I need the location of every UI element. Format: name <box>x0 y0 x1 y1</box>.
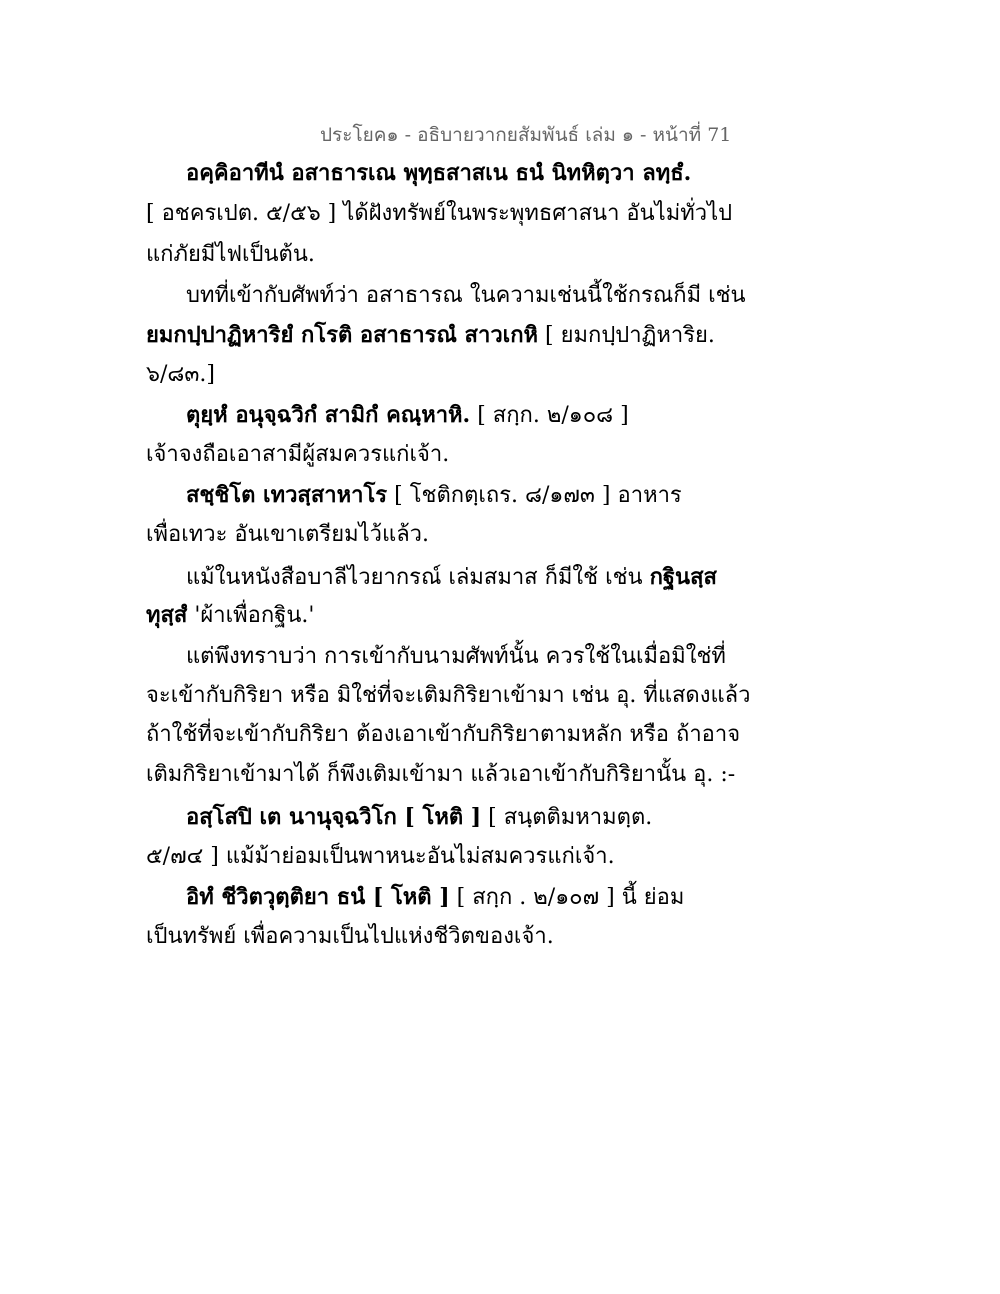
pali-example-line <box>186 882 684 913</box>
text-line: ๕/๗๔ ] แม้ม้าย่อมเป็นพาหนะอันไม่สมควรแก่เจ้า. <box>146 844 615 869</box>
pali-text: ทุสฺสํ <box>146 602 188 628</box>
pali-text: ตุยฺหํ อนุจฺฉวิกํ สามิกํ คณฺหาหิ. <box>186 402 471 428</box>
pali-text: อคฺคิอาทีนํ อสาธารเณ พุทฺธสาสเน ธนํ นิทหิตฺวา ลทฺธํ. <box>186 160 692 186</box>
reference-text: [ สกฺก . ๒/๑๐๗ ] นี้ ย่อม <box>449 885 685 910</box>
pali-example-line <box>186 480 682 511</box>
pali-example-line <box>186 158 691 189</box>
text-line: จะเข้ากับกิริยา หรือ มิใช่ที่จะเติมกิริยาเข้ามา เช่น อุ. ที่แสดงแล้ว <box>146 683 751 708</box>
text-line: เติมกิริยาเข้ามาได้ ก็พึงเติมเข้ามา แล้วเอาเข้ากับกิริยานั้น อุ. :- <box>146 762 736 787</box>
pali-text: กฐินสฺส <box>649 564 717 590</box>
page-header: ประโยค๑ - อธิบายวากยสัมพันธ์ เล่ม ๑ - หน้าที่ 71 <box>320 124 732 146</box>
body-text: 'ผ้าเพื่อกฐิน.' <box>187 603 315 628</box>
reference-text: [ สกฺก. ๒/๑๐๘ ] <box>470 403 629 428</box>
text-line: [ อชครเปต. ๕/๕๖ ] ได้ฝังทรัพย์ในพระพุทธศาสนา อันไม่ทั่วไป <box>146 201 733 226</box>
text-line <box>186 562 717 593</box>
text-line: แต่พึงทราบว่า การเข้ากับนามศัพท์นั้น ควรใช้ในเมื่อมิใช่ที่ <box>186 644 726 669</box>
pali-text: สชฺชิโต เทวสฺสาหาโร <box>186 482 388 508</box>
text-line: เจ้าจงถือเอาสามีผู้สมควรแก่เจ้า. <box>146 442 450 467</box>
pali-text: อิทํ ชีวิตวุตฺติยา ธนํ [ โหติ ] <box>186 884 450 910</box>
text-line: ๖/๘๓.] <box>146 362 215 387</box>
pali-example-line <box>186 400 629 431</box>
reference-text: [ โชติกตฺเถร. ๘/๑๗๓ ] อาหาร <box>387 483 682 508</box>
body-text: แม้ในหนังสือบาลีไวยากรณ์ เล่มสมาส ก็มีใช้ เช่น <box>186 565 650 590</box>
text-line: ถ้าใช้ที่จะเข้ากับกิริยา ต้องเอาเข้ากับกิริยาตามหลัก หรือ ถ้าอาจ <box>146 722 741 747</box>
pali-example-line <box>186 802 652 833</box>
pali-example-line <box>146 320 715 351</box>
text-line: เพื่อเทวะ อันเขาเตรียมไว้แล้ว. <box>146 522 430 547</box>
pali-text: อสฺโสปิ เต นานุจฺฉวิโก [ โหติ ] <box>186 804 482 830</box>
text-line: บทที่เข้ากับศัพท์ว่า อสาธารณ ในความเช่นนี้ใช้กรณก็มี เช่น <box>186 283 746 308</box>
text-line: เป็นทรัพย์ เพื่อความเป็นไปแห่งชีวิตของเจ้า. <box>146 924 554 949</box>
reference-text: [ ยมกปฺปาฏิหาริย. <box>538 323 715 348</box>
pali-example-line <box>146 600 314 631</box>
text-line: แก่ภัยมีไฟเป็นต้น. <box>146 242 315 267</box>
reference-text: [ สนฺตติมหามตฺต. <box>481 805 653 830</box>
pali-text: ยมกปฺปาฏิหาริยํ กโรติ อสาธารณํ สาวเกหิ <box>146 322 539 348</box>
